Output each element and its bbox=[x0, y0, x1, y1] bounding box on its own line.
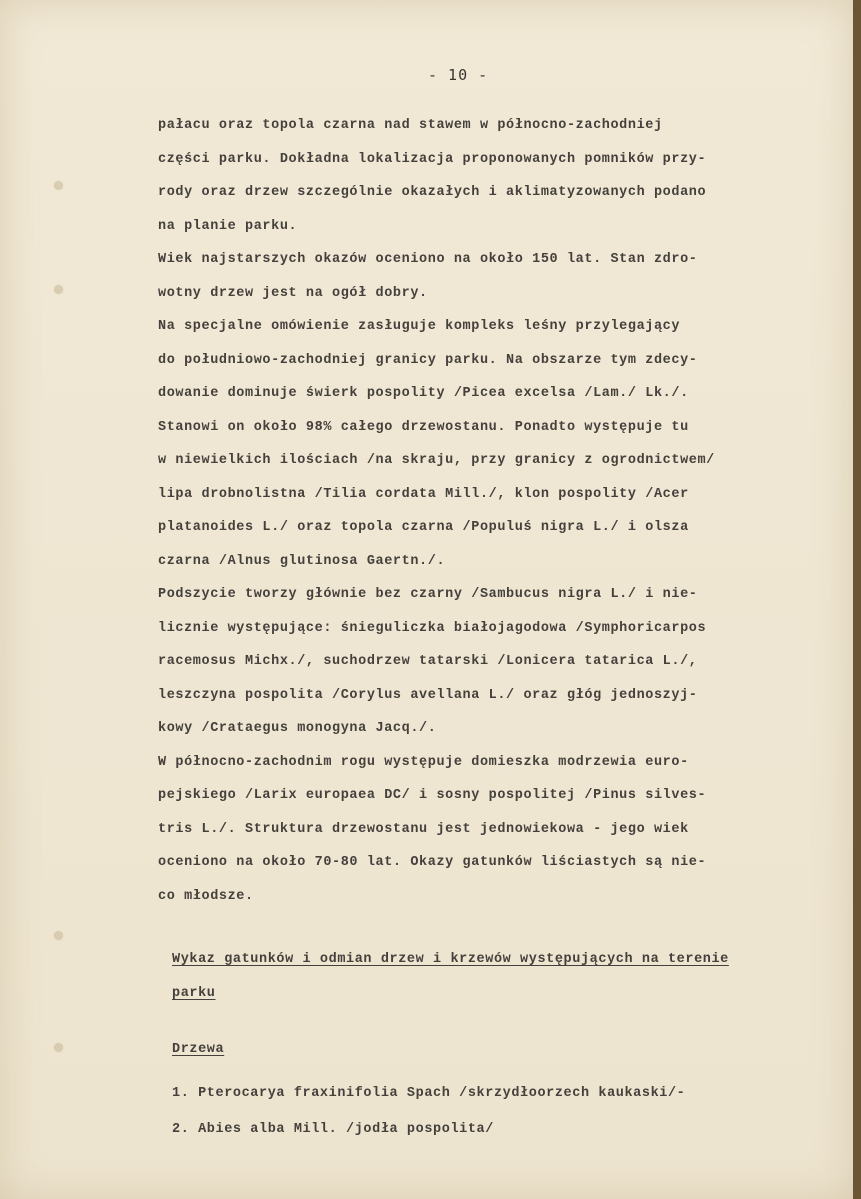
text-line: Stanowi on około 98% całego drzewostanu. Ponadto występuje tu bbox=[158, 419, 689, 435]
text-line: racemosus Michx./, suchodrzew tatarski /Lonicera tatarica L./, bbox=[158, 654, 698, 669]
text-line: rody oraz drzew szczególnie okazałych i aklimatyzowanych podano bbox=[158, 185, 707, 200]
text-line: w niewielkich ilościach /na skraju, przy granicy z ogrodnictwem/ bbox=[158, 453, 715, 468]
text-line: leszczyna pospolita /Corylus avellana L./ oraz głóg jednoszyj- bbox=[158, 687, 698, 703]
species-list-heading bbox=[172, 950, 729, 1017]
text-line: oceniono na około 70-80 lat. Okazy gatunków liściastych są nie- bbox=[158, 855, 707, 870]
page-edge bbox=[853, 0, 861, 1199]
tree-list-item: 2. Abies alba Mill. /jodła pospolita/ bbox=[172, 1122, 494, 1137]
text-line: licznie występujące: śnieguliczka białojagodowa /Symphoricarpos bbox=[158, 620, 707, 636]
text-line: czarna /Alnus glutinosa Gaertn./. bbox=[158, 553, 446, 569]
heading-line: Wykaz gatunków i odmian drzew i krzewów występujących na terenie bbox=[172, 952, 729, 967]
text-line: dowanie dominuje świerk pospolity /Picea excelsa /Lam./ Lk./. bbox=[158, 386, 689, 401]
text-line: do południowo-zachodniej granicy parku. Na obszarze tym zdecy- bbox=[158, 352, 698, 368]
text-line: Wiek najstarszych okazów oceniono na około 150 lat. Stan zdro- bbox=[158, 252, 698, 267]
punch-hole-top bbox=[55, 182, 62, 189]
text-line: W północno-zachodnim rogu występuje domieszka modrzewia euro- bbox=[158, 754, 689, 770]
text-line: co młodsze. bbox=[158, 888, 254, 904]
tree-list-item: 1. Pterocarya fraxinifolia Spach /skrzydłoorzech kaukaski/- bbox=[172, 1086, 686, 1101]
punch-hole-upper bbox=[55, 286, 62, 293]
page-number: - 10 - bbox=[428, 66, 489, 84]
punch-hole-lower bbox=[55, 932, 62, 939]
text-line: wotny drzew jest na ogół dobry. bbox=[158, 285, 428, 301]
text-line: lipa drobnolistna /Tilia cordata Mill./, klon pospolity /Acer bbox=[158, 486, 689, 502]
text-line: Podszycie tworzy głównie bez czarny /Sambucus nigra L./ i nie- bbox=[158, 587, 698, 602]
punch-hole-bottom bbox=[55, 1044, 62, 1051]
text-line: części parku. Dokładna lokalizacja proponowanych pomników przy- bbox=[158, 151, 707, 167]
text-line: Na specjalne omówienie zasługuje kompleks leśny przylegający bbox=[158, 319, 681, 334]
text-line: na planie parku. bbox=[158, 218, 298, 234]
text-line: tris L./. Struktura drzewostanu jest jednowiekowa - jego wiek bbox=[158, 821, 689, 837]
text-line: kowy /Crataegus monogyna Jacq./. bbox=[158, 721, 437, 736]
trees-subheading: Drzewa bbox=[172, 1042, 225, 1057]
text-line: pałacu oraz topola czarna nad stawem w północno-zachodniej bbox=[158, 118, 663, 133]
heading-line: parku bbox=[172, 985, 216, 1001]
text-line: platanoides L./ oraz topola czarna /Populuś nigra L./ i olsza bbox=[158, 520, 689, 535]
body-paragraphs bbox=[158, 116, 838, 920]
text-line: pejskiego /Larix europaea DC/ i sosny pospolitej /Pinus silves- bbox=[158, 788, 707, 803]
tree-species-list bbox=[172, 1084, 685, 1156]
